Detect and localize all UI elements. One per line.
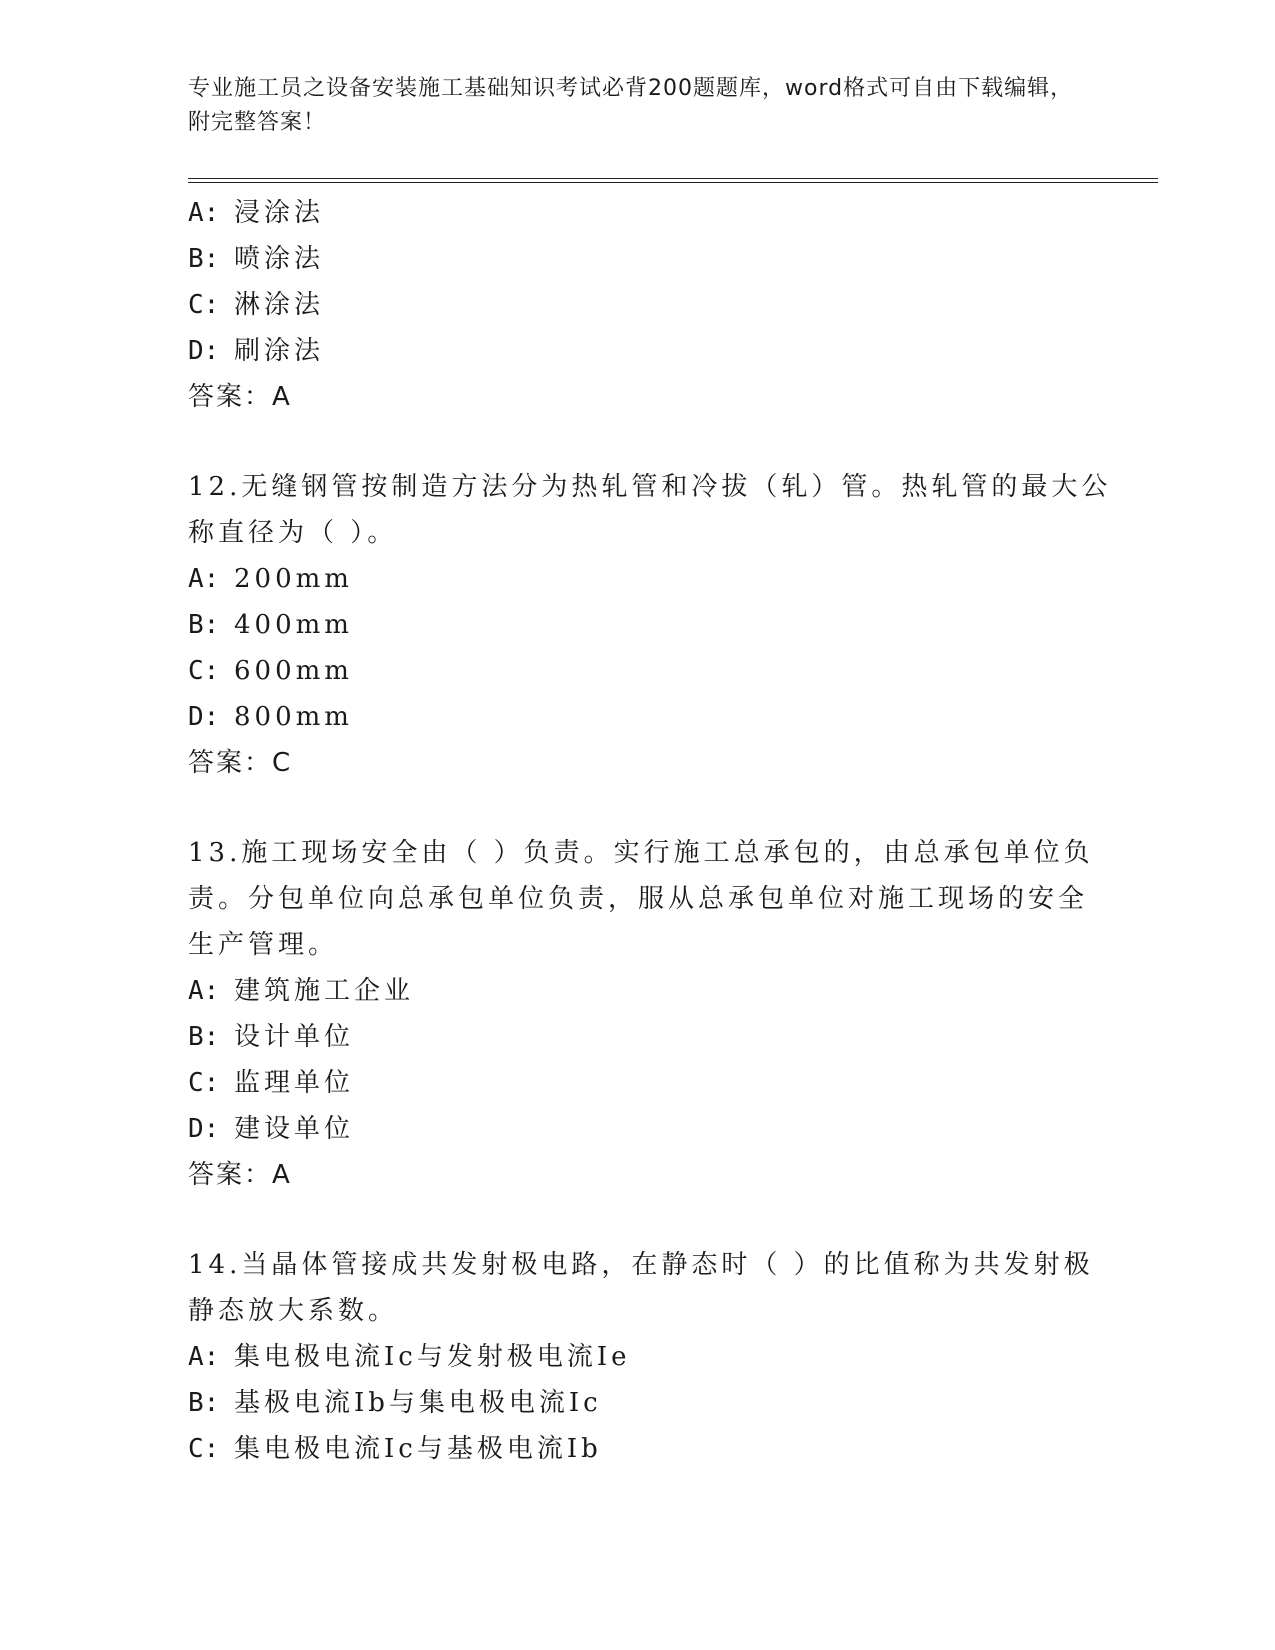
option-c: C: 监理单位 [188,1068,355,1098]
option-a: A: 建筑施工企业 [188,976,415,1006]
question-list [188,190,1112,1472]
answer-line: 答案：A [188,1160,292,1190]
document-title: 专业施工员之设备安装施工基础知识考试必背200题题库，word格式可自由下载编辑，附完整答案！ [188,76,1074,135]
question-12 [188,464,1112,786]
question-13 [188,830,1094,1198]
spacer [188,786,1088,830]
option-a: A: 浸涂法 [188,198,325,228]
spacer [188,420,1088,464]
option-b: B: 400mm [188,610,353,640]
spacer [188,1198,1088,1242]
question-text-line: 生产管理。 [188,930,339,960]
question-text-line: 静态放大系数。 [188,1296,399,1326]
question-text-line: 14.当晶体管接成共发射极电路，在静态时（ ）的比值称为共发射极 [188,1250,1094,1280]
question-text-line: 13.施工现场安全由（ ）负责。实行施工总承包的，由总承包单位负 [188,838,1094,868]
option-d: D: 建设单位 [188,1114,355,1144]
question-text-line: 责。分包单位向总承包单位负责，服从总承包单位对施工现场的安全 [188,884,1089,914]
header-divider-bottom [188,182,1158,183]
option-b: B: 基极电流Ib与集电极电流Ic [188,1388,602,1418]
answer-line: 答案：A [188,382,292,412]
question-14 [188,1242,1094,1472]
option-a: A: 200mm [188,564,353,594]
question-11 [188,190,1088,420]
option-c: C: 淋涂法 [188,290,325,320]
question-text-line: 称直径为（ ）。 [188,518,398,548]
option-c: C: 集电极电流Ic与基极电流Ib [188,1434,602,1464]
header-divider-top [188,178,1158,179]
option-b: B: 设计单位 [188,1022,355,1052]
option-b: B: 喷涂法 [188,244,325,274]
option-a: A: 集电极电流Ic与发射极电流Ie [188,1342,631,1372]
answer-line: 答案：C [188,748,293,778]
option-d: D: 800mm [188,702,353,732]
option-d: D: 刷涂法 [188,336,325,366]
question-text-line: 12.无缝钢管按制造方法分为热轧管和冷拔（轧）管。热轧管的最大公 [188,472,1112,502]
option-c: C: 600mm [188,656,353,686]
